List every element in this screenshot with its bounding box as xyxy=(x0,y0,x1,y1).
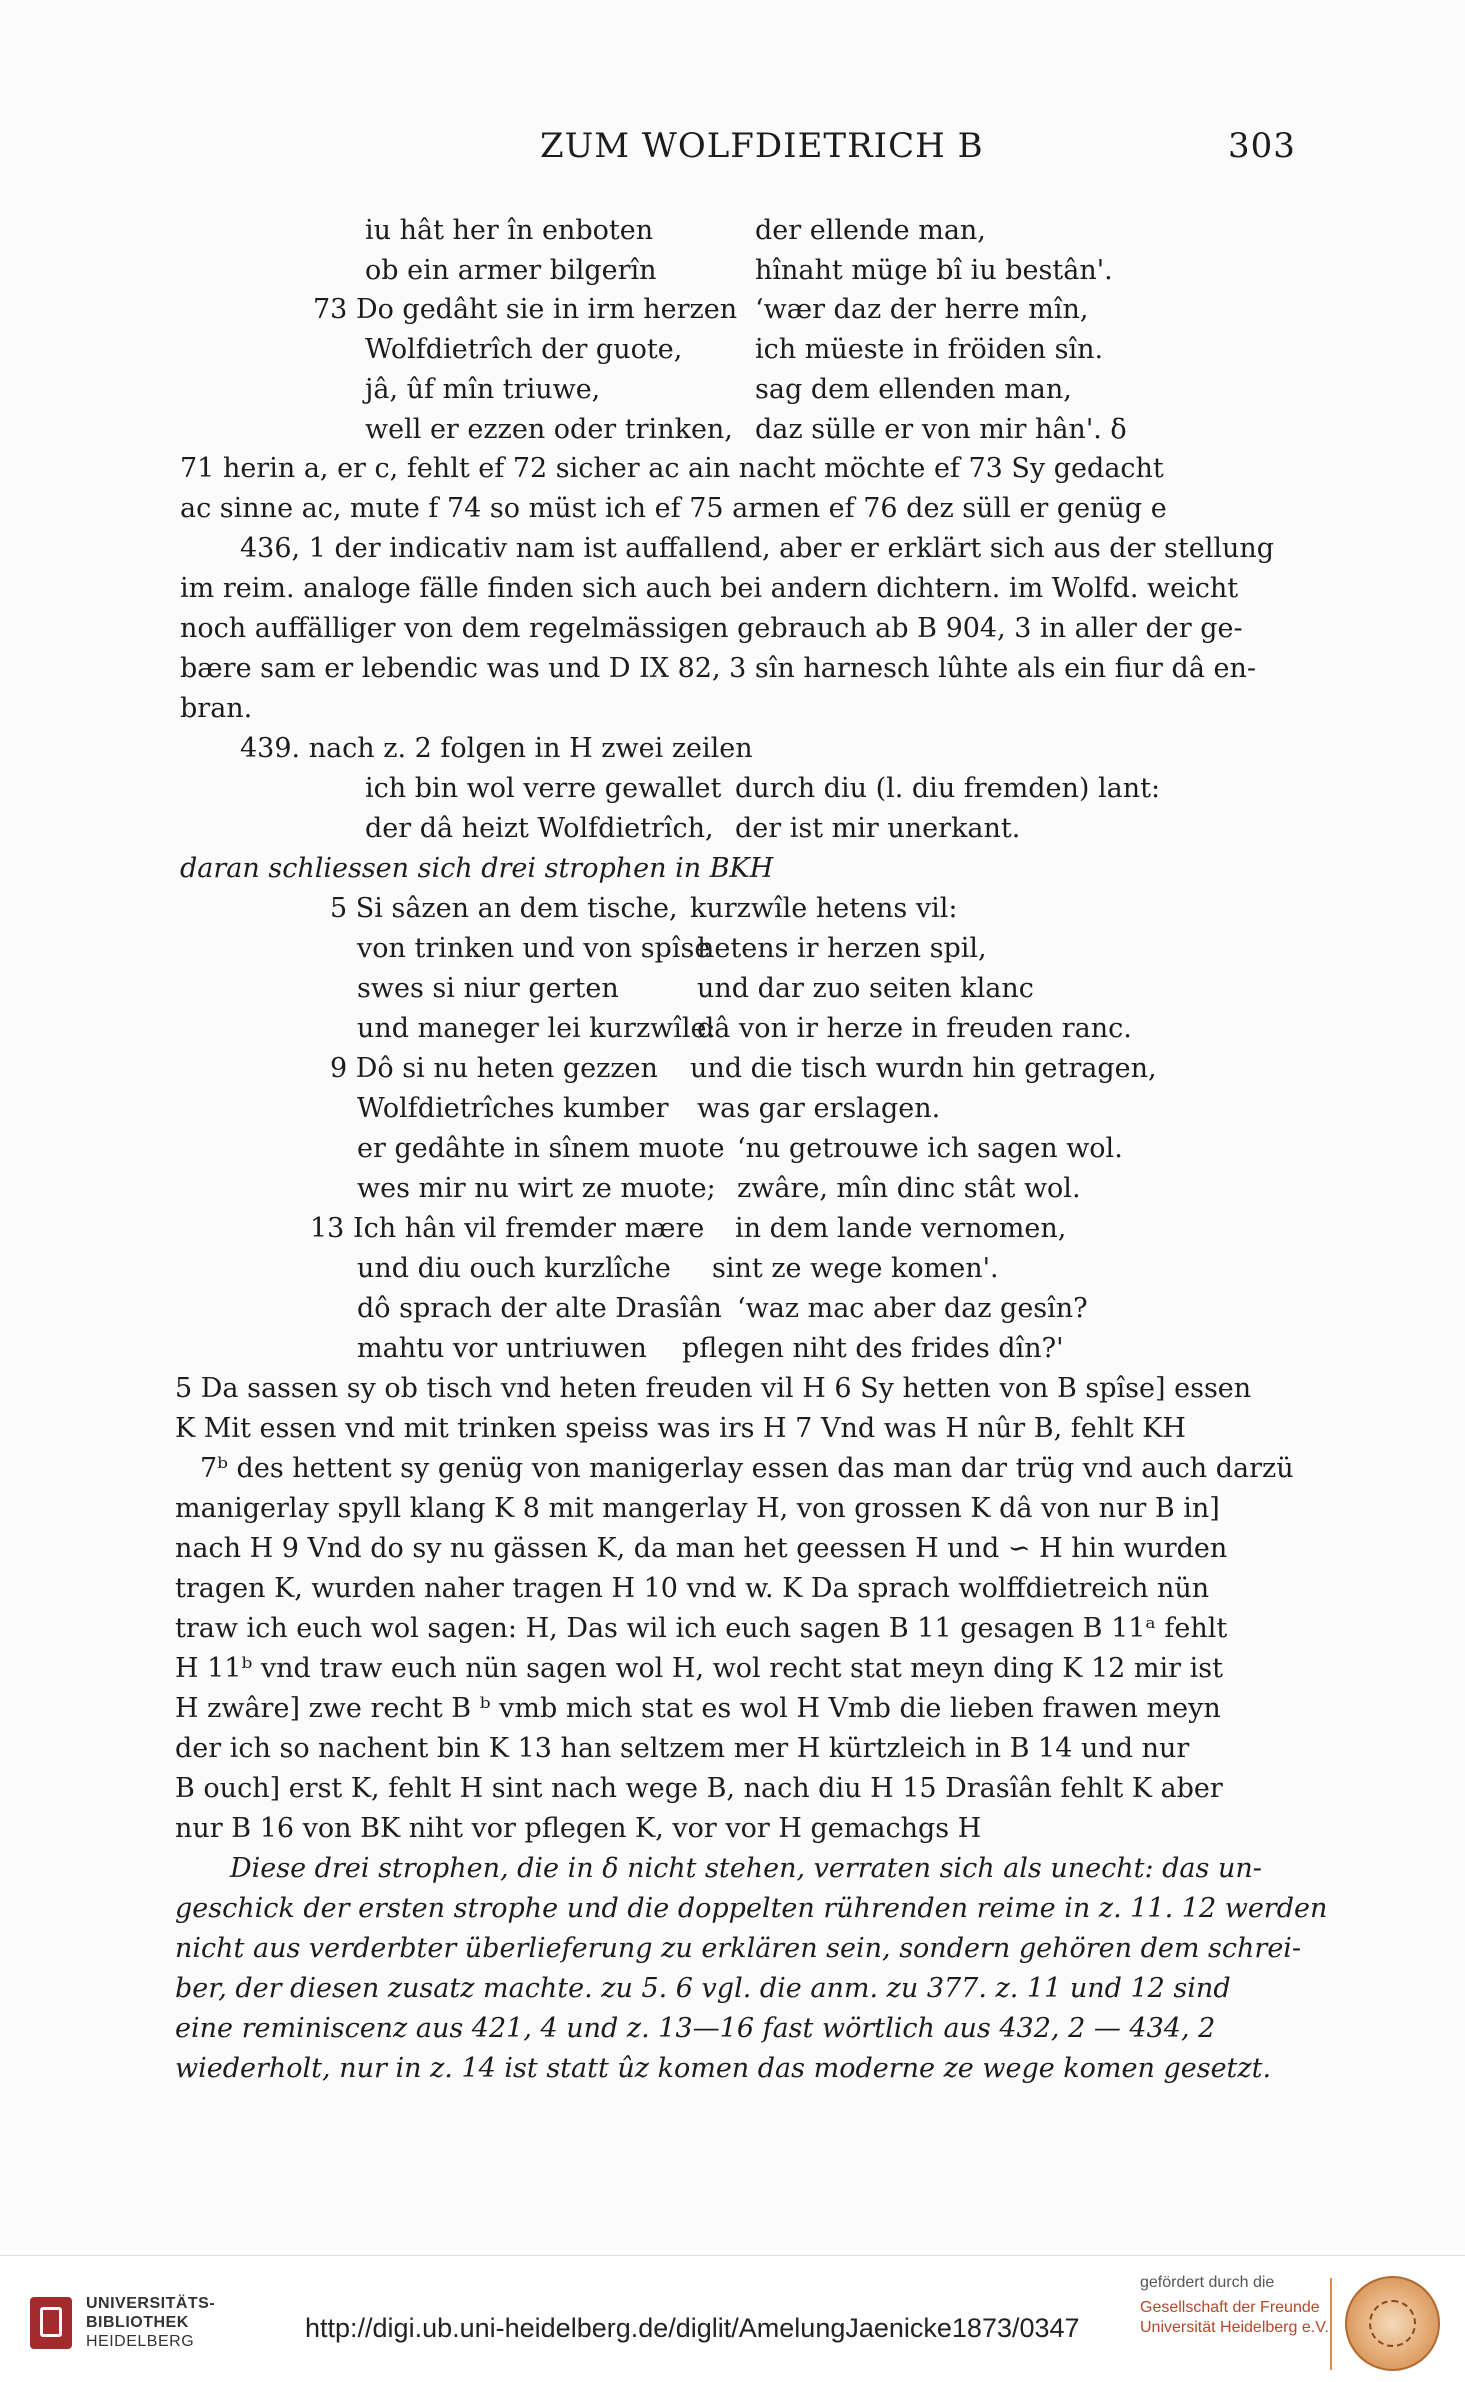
text-line xyxy=(240,732,753,766)
line-text-second-hemistich: in dem lande vernomen, xyxy=(735,1213,1067,1244)
text-line xyxy=(175,1812,981,1846)
line-text-second-hemistich: und dar zuo seiten klanc xyxy=(697,973,1034,1004)
text-line xyxy=(175,2052,1271,2086)
text-line xyxy=(310,1212,1067,1246)
text-line xyxy=(200,1452,1294,1486)
text-line xyxy=(175,2012,1215,2046)
library-name-line1: UNIVERSITÄTS- xyxy=(86,2295,216,2312)
library-name-line2: BIBLIOTHEK xyxy=(86,2314,189,2331)
line-text-second-hemistich: kurzwîle hetens vil: xyxy=(690,893,958,924)
line-text-second-hemistich: ‘nu getrouwe ich sagen wol. xyxy=(737,1133,1123,1164)
line-text: 7ᵇ des hettent sy genüg von manigerlay essen das man dar trüg vnd auch darzü xyxy=(200,1453,1294,1484)
line-text: H zwâre] zwe recht B ᵇ vmb mich stat es wol H Vmb die lieben frawen meyn xyxy=(175,1693,1221,1724)
line-text: 5 Da sassen sy ob tisch vnd heten freuden vil H 6 Sy hetten von B spîse] essen xyxy=(175,1373,1252,1404)
line-text: traw ich euch wol sagen: H, Das wil ich euch sagen B 11 gesagen B 11ᵃ fehlt xyxy=(175,1613,1228,1644)
permalink-url[interactable]: http://digi.ub.uni-heidelberg.de/diglit/AmelungJaenicke1873/0347 xyxy=(305,2313,1080,2343)
viewer-footer xyxy=(0,2255,1465,2382)
text-line xyxy=(357,1092,941,1126)
line-text: eine reminiscenz aus 421, 4 und z. 13—16 fast wörtlich aus 432, 2 — 434, 2 xyxy=(175,2013,1216,2044)
line-text-second-hemistich: zwâre, mîn dinc stât wol. xyxy=(737,1173,1081,1204)
text-line xyxy=(365,373,1072,407)
text-line xyxy=(357,1012,1132,1046)
line-text: im reim. analoge fälle finden sich auch bei andern dichtern. im Wolfd. weicht xyxy=(180,573,1239,604)
text-line xyxy=(180,492,1167,526)
text-line xyxy=(230,1852,1262,1886)
line-text: ac sinne ac, mute f 74 so müst ich ef 75 armen ef 76 dez süll er genüg e xyxy=(180,493,1167,524)
text-line xyxy=(175,1972,1231,2006)
line-text: iu hât her în enboten xyxy=(365,215,654,246)
line-text: ob ein armer bilgerîn xyxy=(365,255,657,286)
running-title: ZUM WOLFDIETRICH B xyxy=(540,126,984,166)
line-text: jâ, ûf mîn triuwe, xyxy=(365,374,601,405)
line-text: geschick der ersten strophe und die doppelten rührenden reime in z. 11. 12 werden xyxy=(175,1893,1328,1924)
line-text-second-hemistich: ‘wær daz der herre mîn, xyxy=(755,294,1089,325)
line-text: mahtu vor untriuwen xyxy=(357,1333,647,1364)
university-seal-icon xyxy=(1345,2276,1440,2371)
line-text: tragen K, wurden naher tragen H 10 vnd w. K Da sprach wolffdietreich nün xyxy=(175,1573,1210,1604)
line-text: 13 Ich hân vil fremder mære xyxy=(310,1213,705,1244)
footer-divider xyxy=(1330,2278,1332,2370)
line-text-second-hemistich: hetens ir herzen spil, xyxy=(697,933,987,964)
line-text: B ouch] erst K, fehlt H sint nach wege B, nach diu H 15 Drasîân fehlt K aber xyxy=(175,1773,1223,1804)
library-logo[interactable] xyxy=(30,2294,215,2351)
line-text: ich bin wol verre gewallet xyxy=(365,773,722,804)
line-text: Diese drei strophen, die in δ nicht stehen, verraten sich als unecht: das un- xyxy=(230,1853,1262,1884)
line-text-second-hemistich: daz sülle er von mir hân'. δ xyxy=(755,414,1127,445)
line-text: nur B 16 von BK niht vor pflegen K, vor vor H gemachgs H xyxy=(175,1813,982,1844)
line-text: bran. xyxy=(180,693,253,724)
text-line xyxy=(175,1372,1251,1406)
line-text: er gedâhte in sînem muote xyxy=(357,1133,725,1164)
line-text: 9 Dô si nu heten gezzen xyxy=(330,1053,658,1084)
line-text: nach H 9 Vnd do sy nu gässen K, da man het geessen H und ∽ H hin wurden xyxy=(175,1533,1228,1564)
funded-by-label: gefördert durch die xyxy=(1140,2274,1275,2291)
line-text: K Mit essen vnd mit trinken speiss was irs H 7 Vnd was H nûr B, fehlt KH xyxy=(175,1413,1186,1444)
text-line xyxy=(175,1932,1301,1966)
line-text-second-hemistich: sag dem ellenden man, xyxy=(755,374,1072,405)
line-text: und maneger lei kurzwîle: xyxy=(357,1013,716,1044)
line-text-second-hemistich: und die tisch wurdn hin getragen, xyxy=(690,1053,1157,1084)
line-text: manigerlay spyll klang K 8 mit mangerlay H, von grossen K dâ von nur B in] xyxy=(175,1493,1220,1524)
line-text-second-hemistich: durch diu (l. diu fremden) lant: xyxy=(735,773,1161,804)
page-number: 303 xyxy=(1228,126,1296,166)
text-line xyxy=(180,452,1164,486)
text-line xyxy=(313,293,1089,327)
line-text-second-hemistich: was gar erslagen. xyxy=(697,1093,941,1124)
line-text: der dâ heizt Wolfdietrîch, xyxy=(365,813,714,844)
line-text: Wolfdietrîch der guote, xyxy=(365,334,683,365)
text-line xyxy=(175,1412,1186,1446)
line-text-second-hemistich: der ellende man, xyxy=(755,215,986,246)
line-text: well er ezzen oder trinken, xyxy=(365,414,733,445)
line-text: und diu ouch kurzlîche xyxy=(357,1253,671,1284)
text-line xyxy=(175,1892,1327,1926)
line-text: daran schliessen sich drei strophen in BKH xyxy=(180,853,774,884)
text-line xyxy=(365,772,1161,806)
line-text: wiederholt, nur in z. 14 ist statt ûz komen das moderne ze wege komen gesetzt. xyxy=(175,2053,1272,2084)
library-name-line3: HEIDELBERG xyxy=(86,2333,195,2350)
text-line xyxy=(330,1052,1157,1086)
text-line xyxy=(175,1652,1223,1686)
line-text-second-hemistich: ‘waz mac aber daz gesîn? xyxy=(737,1293,1088,1324)
text-line xyxy=(175,1732,1189,1766)
text-line xyxy=(180,692,252,726)
line-text: bære sam er lebendic was und D IX 82, 3 sîn harnesch lûhte als ein fiur dâ en- xyxy=(180,653,1256,684)
text-line xyxy=(175,1492,1220,1526)
line-text: swes si niur gerten xyxy=(357,973,619,1004)
line-text-second-hemistich: der ist mir unerkant. xyxy=(735,813,1021,844)
text-line xyxy=(357,932,987,966)
text-line xyxy=(180,652,1256,686)
line-text-second-hemistich: pflegen niht des frides dîn?' xyxy=(682,1333,1064,1364)
text-line xyxy=(357,1132,1123,1166)
text-line xyxy=(357,1292,1088,1326)
text-line xyxy=(330,892,958,926)
text-line xyxy=(180,572,1238,606)
line-text: H 11ᵇ vnd traw euch nün sagen wol H, wol recht stat meyn ding K 12 mir ist xyxy=(175,1653,1224,1684)
text-line xyxy=(357,1252,999,1286)
line-text: der ich so nachent bin K 13 han seltzem mer H kürtzleich in B 14 und nur xyxy=(175,1733,1190,1764)
line-text: 5 Si sâzen an dem tische, xyxy=(330,893,678,924)
text-line xyxy=(365,812,1021,846)
library-seal-icon xyxy=(30,2297,72,2349)
text-line xyxy=(175,1612,1227,1646)
text-line xyxy=(365,254,1113,288)
line-text: 436, 1 der indicativ nam ist auffallend, aber er erklärt sich aus der stellung xyxy=(240,533,1275,564)
text-line xyxy=(180,852,773,886)
line-text: 71 herin a, er c, fehlt ef 72 sicher ac ain nacht möchte ef 73 Sy gedacht xyxy=(180,453,1164,484)
text-line xyxy=(175,1692,1221,1726)
line-text-second-hemistich: dâ von ir herze in freuden ranc. xyxy=(697,1013,1132,1044)
line-text: von trinken und von spîse xyxy=(357,933,711,964)
line-text: 73 Do gedâht sie in irm herzen xyxy=(313,294,738,325)
text-line xyxy=(365,214,986,248)
line-text: dô sprach der alte Drasîân xyxy=(357,1293,722,1324)
text-line xyxy=(175,1532,1227,1566)
text-line xyxy=(365,333,1104,367)
text-line xyxy=(357,972,1034,1006)
text-line xyxy=(175,1572,1209,1606)
text-line xyxy=(357,1172,1081,1206)
line-text: noch auffälliger von dem regelmässigen gebrauch ab B 904, 3 in aller der ge- xyxy=(180,613,1243,644)
line-text: Wolfdietrîches kumber xyxy=(357,1093,669,1124)
text-line xyxy=(365,413,1127,447)
line-text: wes mir nu wirt ze muote; xyxy=(357,1173,716,1204)
text-line xyxy=(175,1772,1223,1806)
line-text: ber, der diesen zusatz machte. zu 5. 6 vgl. die anm. zu 377. z. 11 und 12 sind xyxy=(175,1973,1231,2004)
funder-name-line1: Gesellschaft der Freunde xyxy=(1140,2299,1320,2316)
line-text-second-hemistich: ich müeste in fröiden sîn. xyxy=(755,334,1104,365)
funder-block xyxy=(1140,2274,1330,2338)
line-text: 439. nach z. 2 folgen in H zwei zeilen xyxy=(240,733,753,764)
text-line xyxy=(240,532,1274,566)
funder-name-line2: Universität Heidelberg e.V. xyxy=(1140,2319,1329,2336)
line-text-second-hemistich: sint ze wege komen'. xyxy=(712,1253,999,1284)
line-text: nicht aus verderbter überlieferung zu erklären sein, sondern gehören dem schrei- xyxy=(175,1933,1302,1964)
line-text-second-hemistich: hînaht müge bî iu bestân'. xyxy=(755,255,1113,286)
text-line xyxy=(357,1332,1064,1366)
text-line xyxy=(180,612,1243,646)
